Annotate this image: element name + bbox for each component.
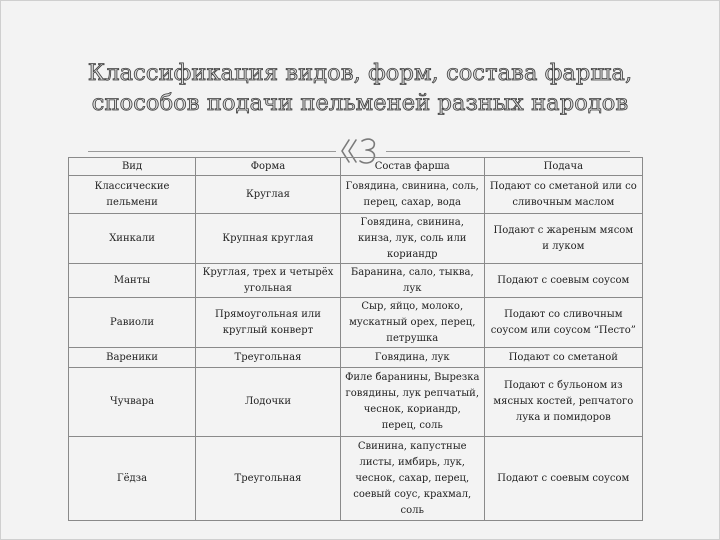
- cell-sostav: Баранина, сало, тыква, лук: [340, 264, 484, 298]
- cell-podacha: Подают со сметаной или со сливочным маслом: [484, 176, 642, 214]
- cell-podacha: Подают со сливочным соусом или соусом “Песто”: [484, 298, 642, 348]
- header-cell: Подача: [484, 158, 642, 176]
- table-row: [69, 368, 643, 437]
- cell-vid: Хинкали: [69, 214, 196, 264]
- cell-podacha: Подают с бульоном из мясных костей, репчатого лука и помидоров: [484, 368, 642, 437]
- cell-vid: Манты: [69, 264, 196, 298]
- header-cell: Форма: [196, 158, 341, 176]
- title-rule-left: [88, 151, 336, 152]
- cell-vid: Гёдза: [69, 437, 196, 521]
- cell-sostav: Говядина, свинина, кинза, лук, соль или кориандр: [340, 214, 484, 264]
- title-line-2: способов подачи пельменей разных народов: [91, 90, 629, 116]
- cell-podacha: Подают с жареным мясом и луком: [484, 214, 642, 264]
- table-row: [69, 298, 643, 348]
- cell-forma: Крупная круглая: [196, 214, 341, 264]
- cell-vid: Классические пельмени: [69, 176, 196, 214]
- cell-sostav: Говядина, свинина, соль, перец, сахар, вода: [340, 176, 484, 214]
- cell-vid: Чучвара: [69, 368, 196, 437]
- cell-sostav: Сыр, яйцо, молоко, мускатный орех, перец, петрушка: [340, 298, 484, 348]
- cell-vid: Равиоли: [69, 298, 196, 348]
- cell-forma: Треугольная: [196, 437, 341, 521]
- cell-forma: Прямоугольная или круглый конверт: [196, 298, 341, 348]
- table-row: [69, 264, 643, 298]
- cell-sostav: Свинина, капустные листы, имбирь, лук, чеснок, сахар, перец, соевый соус, крахмал, соль: [340, 437, 484, 521]
- header-cell: Вид: [69, 158, 196, 176]
- cell-podacha: Подают с соевым соусом: [484, 437, 642, 521]
- cell-vid: Вареники: [69, 348, 196, 368]
- cell-forma: Круглая: [196, 176, 341, 214]
- table-row: [69, 176, 643, 214]
- title-rule-right: [386, 151, 630, 152]
- header-cell: Состав фарша: [340, 158, 484, 176]
- table-row: [69, 437, 643, 521]
- table-row: [69, 348, 643, 368]
- cell-podacha: Подают с соевым соусом: [484, 264, 642, 298]
- table-header-row: [69, 158, 643, 176]
- cell-podacha: Подают со сметаной: [484, 348, 642, 368]
- slide-title: [30, 58, 690, 118]
- cell-forma: Треугольная: [196, 348, 341, 368]
- cell-sostav: Филе баранины, Вырезка говядины, лук репчатый, чеснок, кориандр, перец, соль: [340, 368, 484, 437]
- cell-forma: Круглая, трех и четырёх угольная: [196, 264, 341, 298]
- dumplings-table: [68, 157, 643, 521]
- cell-forma: Лодочки: [196, 368, 341, 437]
- cell-sostav: Говядина, лук: [340, 348, 484, 368]
- table-row: [69, 214, 643, 264]
- title-line-1: Классификация видов, форм, состава фарша,: [87, 60, 633, 86]
